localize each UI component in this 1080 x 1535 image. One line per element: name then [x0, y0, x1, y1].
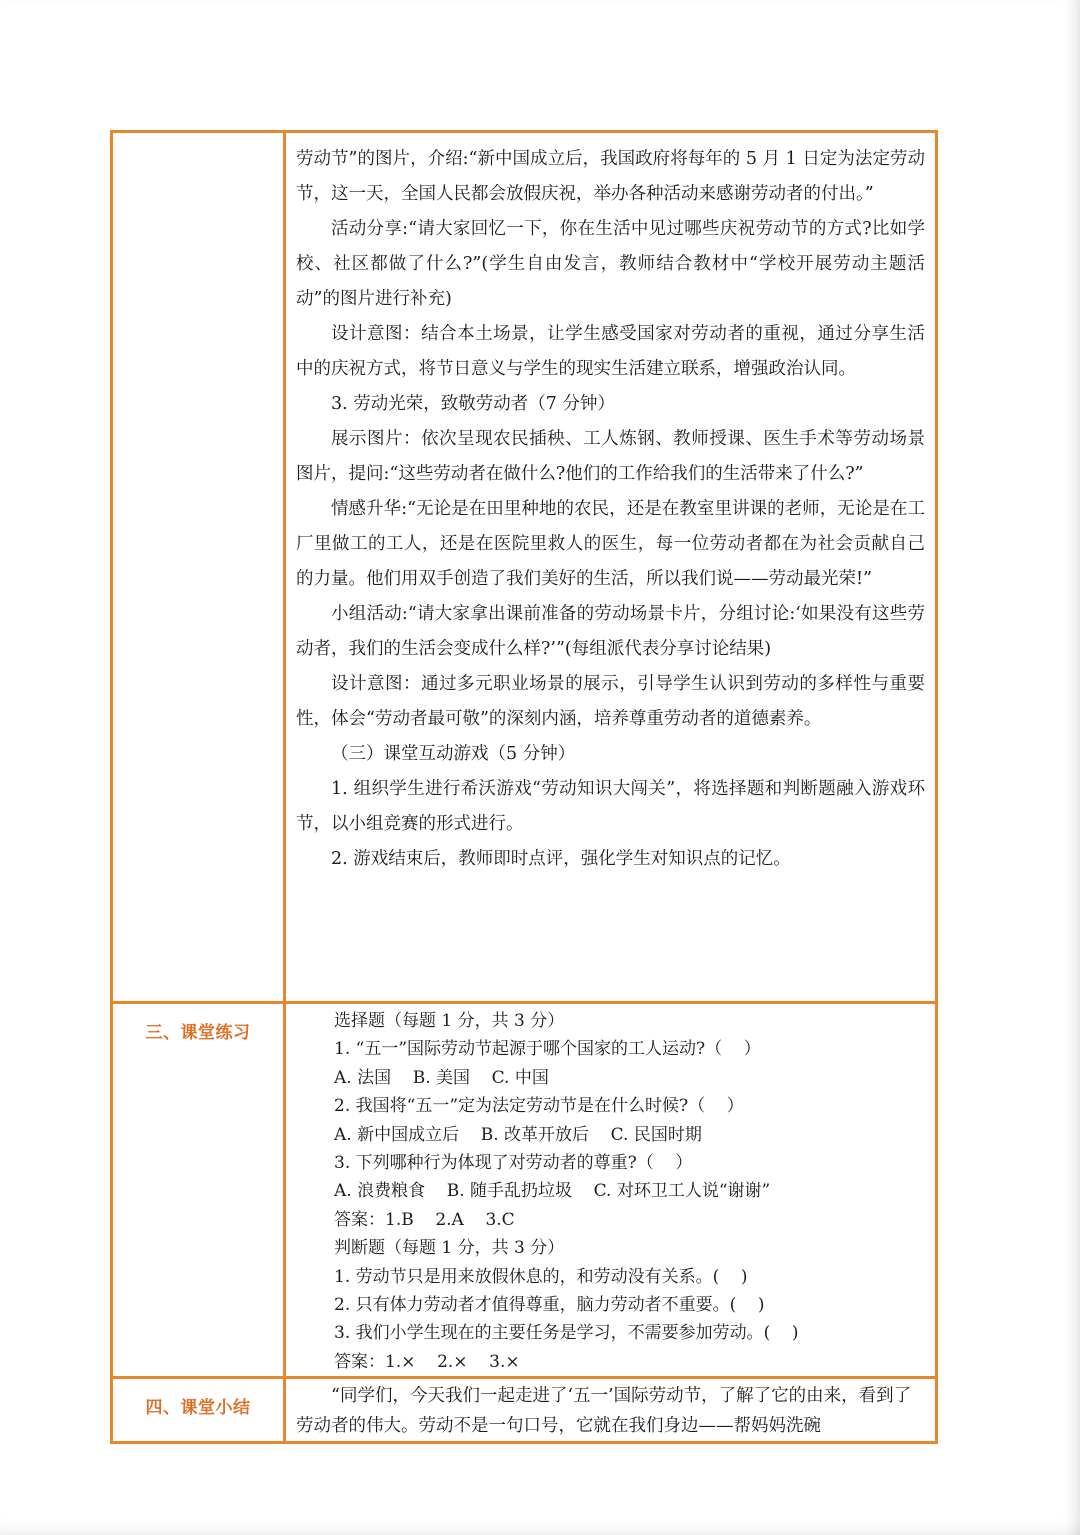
- practice-line: A. 新中国成立后 B. 改革开放后 C. 民国时期: [334, 1124, 702, 1145]
- summary-row: [112, 1378, 937, 1443]
- paragraph-show-pictures: 展示图片：依次呈现农民插秧、工人炼钢、教师授课、医生手术等劳动场景图片，提问:“这些劳动者在做什么?他们的工作给我们的生活带来了什么?”: [296, 429, 925, 484]
- paragraph-activity-share: 活动分享:“请大家回忆一下，你在生活中见过哪些庆祝劳动节的方式?比如学校、社区都做了什么?”(学生自由发言，教师结合教材中“学校开展劳动主题活动”的图片进行补充): [296, 219, 925, 309]
- practice-line: 选择题（每题 1 分，共 3 分）: [334, 1011, 565, 1031]
- subheading-labor-glory: 3. 劳动光荣，致敬劳动者（7 分钟）: [331, 394, 615, 414]
- practice-line: 答案：1.× 2.× 3.×: [334, 1351, 520, 1372]
- lesson-plan-table: [110, 130, 938, 1444]
- subheading-interactive-game: （三）课堂互动游戏（5 分钟）: [331, 744, 576, 764]
- continued-section-body: [285, 132, 937, 1003]
- practice-row: [112, 1003, 937, 1378]
- summary-text: “同学们，今天我们一起走进了‘五一’国际劳动节，了解了它的由来，看到了劳动者的伟大。劳动不是一句口号，它就在我们身边——帮妈妈洗碗: [296, 1386, 912, 1437]
- paragraph-game-2: 2. 游戏结束后，教师即时点评，强化学生对知识点的记忆。: [331, 849, 791, 869]
- practice-line: A. 法国 B. 美国 C. 中国: [334, 1067, 549, 1088]
- practice-line: 1. “五一”国际劳动节起源于哪个国家的工人运动?（ ）: [334, 1039, 761, 1060]
- summary-body: [285, 1378, 937, 1443]
- practice-line: 判断题（每题 1 分，共 3 分）: [334, 1238, 565, 1259]
- practice-line: 2. 只有体力劳动者才值得尊重，脑力劳动者不重要。( ): [334, 1295, 765, 1316]
- paragraph-design-intent-1: 设计意图：结合本土场景，让学生感受国家对劳动者的重视，通过分享生活中的庆祝方式，将节日意义与学生的现实生活建立联系，增强政治认同。: [296, 324, 925, 379]
- practice-line: 3. 我们小学生现在的主要任务是学习，不需要参加劳动。( ): [334, 1323, 799, 1344]
- practice-line: 答案：1.B 2.A 3.C: [334, 1209, 515, 1230]
- practice-line: A. 浪费粮食 B. 随手乱扔垃圾 C. 对环卫工人说“谢谢”: [334, 1181, 771, 1202]
- paragraph-design-intent-2: 设计意图：通过多元职业场景的展示，引导学生认识到劳动的多样性与重要性，体会“劳动者最可敬”的深刻内涵，培养尊重劳动者的道德素养。: [296, 674, 925, 729]
- summary-label: 四、课堂小结: [112, 1378, 285, 1443]
- practice-line: 3. 下列哪种行为体现了对劳动者的尊重?（ ）: [334, 1153, 693, 1174]
- paragraph-group-activity: 小组活动:“请大家拿出课前准备的劳动场景卡片，分组讨论:‘如果没有这些劳动者，我们的生活会变成什么样?’”(每组派代表分享讨论结果): [296, 604, 925, 659]
- paragraph-game-1: 1. 组织学生进行希沃游戏“劳动知识大闯关”，将选择题和判断题融入游戏环节，以小组竞赛的形式进行。: [296, 779, 925, 834]
- practice-body: [285, 1003, 937, 1378]
- continued-section-row: [112, 132, 937, 1003]
- practice-line: 2. 我国将“五一”定为法定劳动节是在什么时候?（ ）: [334, 1096, 744, 1117]
- paragraph-intro: 劳动节”的图片，介绍:“新中国成立后，我国政府将每年的 5 月 1 日定为法定劳动节，这一天，全国人民都会放假庆祝，举办各种活动来感谢劳动者的付出。”: [296, 149, 925, 204]
- practice-label: 三、课堂练习: [112, 1003, 285, 1378]
- empty-label-cell: [112, 132, 285, 1003]
- paragraph-emotion: 情感升华:“无论是在田里种地的农民，还是在教室里讲课的老师，无论是在工厂里做工的工人，还是在医院里救人的医生，每一位劳动者都在为社会贡献自己的力量。他们用双手创造了我们美好的生活，所以我们说——劳动最光荣!”: [296, 499, 925, 589]
- practice-line: 1. 劳动节只是用来放假休息的，和劳动没有关系。( ): [334, 1266, 748, 1287]
